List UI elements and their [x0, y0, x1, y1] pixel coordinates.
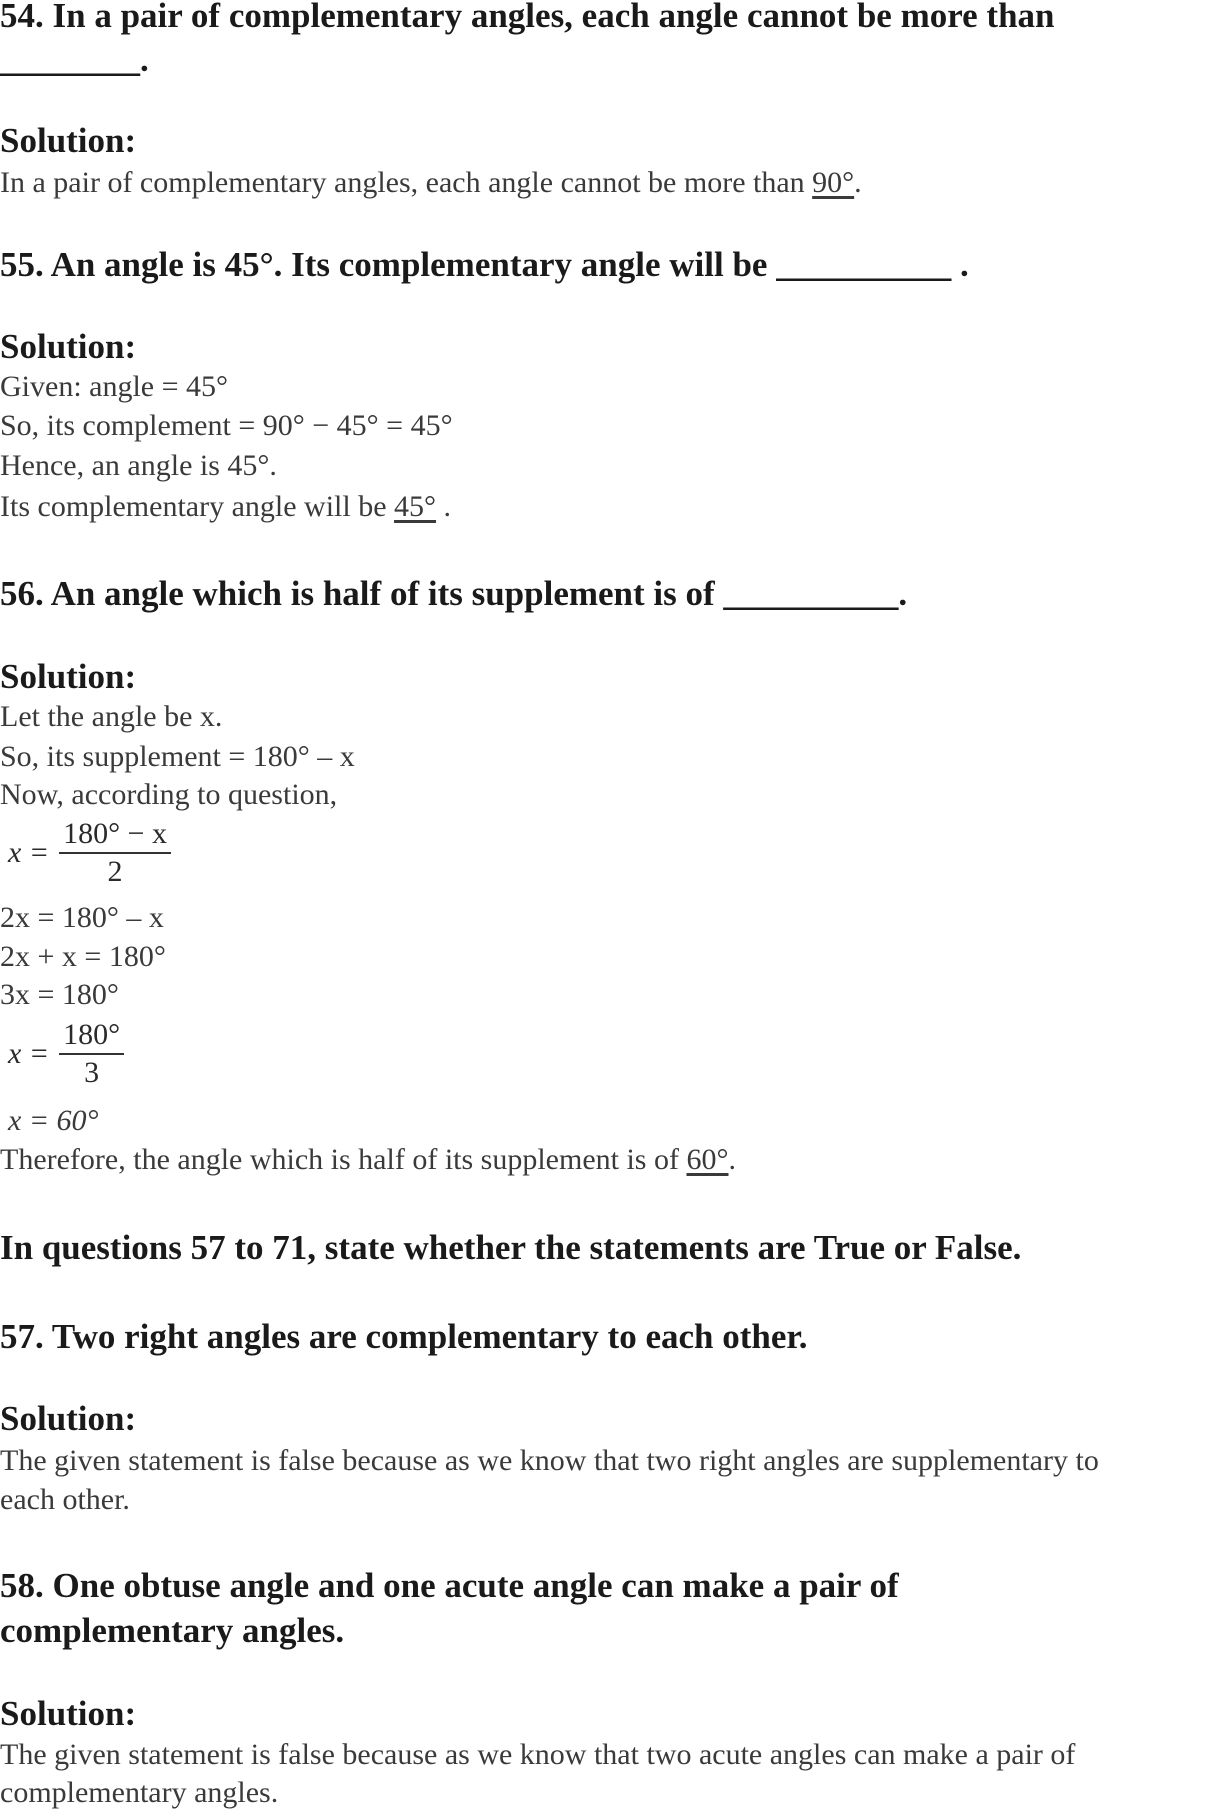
text-end: .: [436, 490, 452, 523]
solution-line: So, its complement = 90° − 45° = 45°: [0, 409, 453, 442]
text-end: .: [854, 166, 862, 199]
denominator: 2: [107, 855, 123, 888]
text: In a pair of complementary angles, each angle cannot be more than: [0, 166, 813, 199]
solution-line: Given: angle = 45°: [0, 370, 229, 403]
text-end: .: [728, 1143, 736, 1176]
step-line: 3x = 180°: [0, 978, 119, 1011]
solution-answer-line: [0, 490, 451, 524]
question-58-title: 58. One obtuse angle and one acute angle can make a pair of: [0, 1566, 899, 1605]
solution-label: Solution:: [0, 121, 137, 160]
text: Therefore, the angle which is half of its supplement is of: [0, 1143, 687, 1176]
numerator: 180° − x: [59, 816, 171, 854]
result-line: x = 60°: [8, 1104, 99, 1137]
question-55-title: 55. An angle is 45°. Its complementary angle will be __________ .: [0, 245, 969, 284]
answer: 90°: [812, 166, 855, 199]
solution-line: Hence, an angle is 45°.: [0, 449, 277, 482]
solution-answer-line: [0, 1143, 736, 1177]
solution-text: [0, 166, 862, 200]
question-56-title: 56. An angle which is half of its supplement is of __________.: [0, 574, 908, 613]
solution-line: complementary angles.: [0, 1776, 279, 1809]
question-57-title: 57. Two right angles are complementary to each other.: [0, 1317, 808, 1356]
lhs: x =: [8, 1037, 50, 1070]
solution-label: Solution:: [0, 657, 137, 696]
solution-line: Now, according to question,: [0, 778, 338, 811]
question-54-title: 54. In a pair of complementary angles, each angle cannot be more than: [0, 0, 1055, 35]
answer: 45°: [394, 490, 437, 523]
text: Its complementary angle will be: [0, 490, 395, 523]
step-line: 2x + x = 180°: [0, 940, 166, 973]
answer: 60°: [686, 1143, 729, 1176]
fraction-equation: [8, 1017, 124, 1091]
question-54-blank: ________.: [0, 40, 149, 79]
solution-line: each other.: [0, 1483, 130, 1516]
numerator: 180°: [59, 1017, 124, 1055]
solution-line: The given statement is false because as we know that two right angles are supplementary to: [0, 1444, 1099, 1477]
question-58-title: complementary angles.: [0, 1611, 345, 1650]
step-line: 2x = 180° – x: [0, 901, 164, 934]
solution-label: Solution:: [0, 1399, 137, 1438]
solution-line: The given statement is false because as we know that two acute angles can make a pair of: [0, 1738, 1076, 1771]
denominator: 3: [84, 1056, 100, 1089]
solution-line: So, its supplement = 180° – x: [0, 740, 355, 773]
section-instruction: In questions 57 to 71, state whether the statements are True or False.: [0, 1228, 1022, 1267]
solution-label: Solution:: [0, 327, 137, 366]
lhs: x =: [8, 836, 50, 869]
fraction-equation: [8, 816, 171, 890]
solution-label: Solution:: [0, 1694, 137, 1733]
solution-line: Let the angle be x.: [0, 700, 223, 733]
